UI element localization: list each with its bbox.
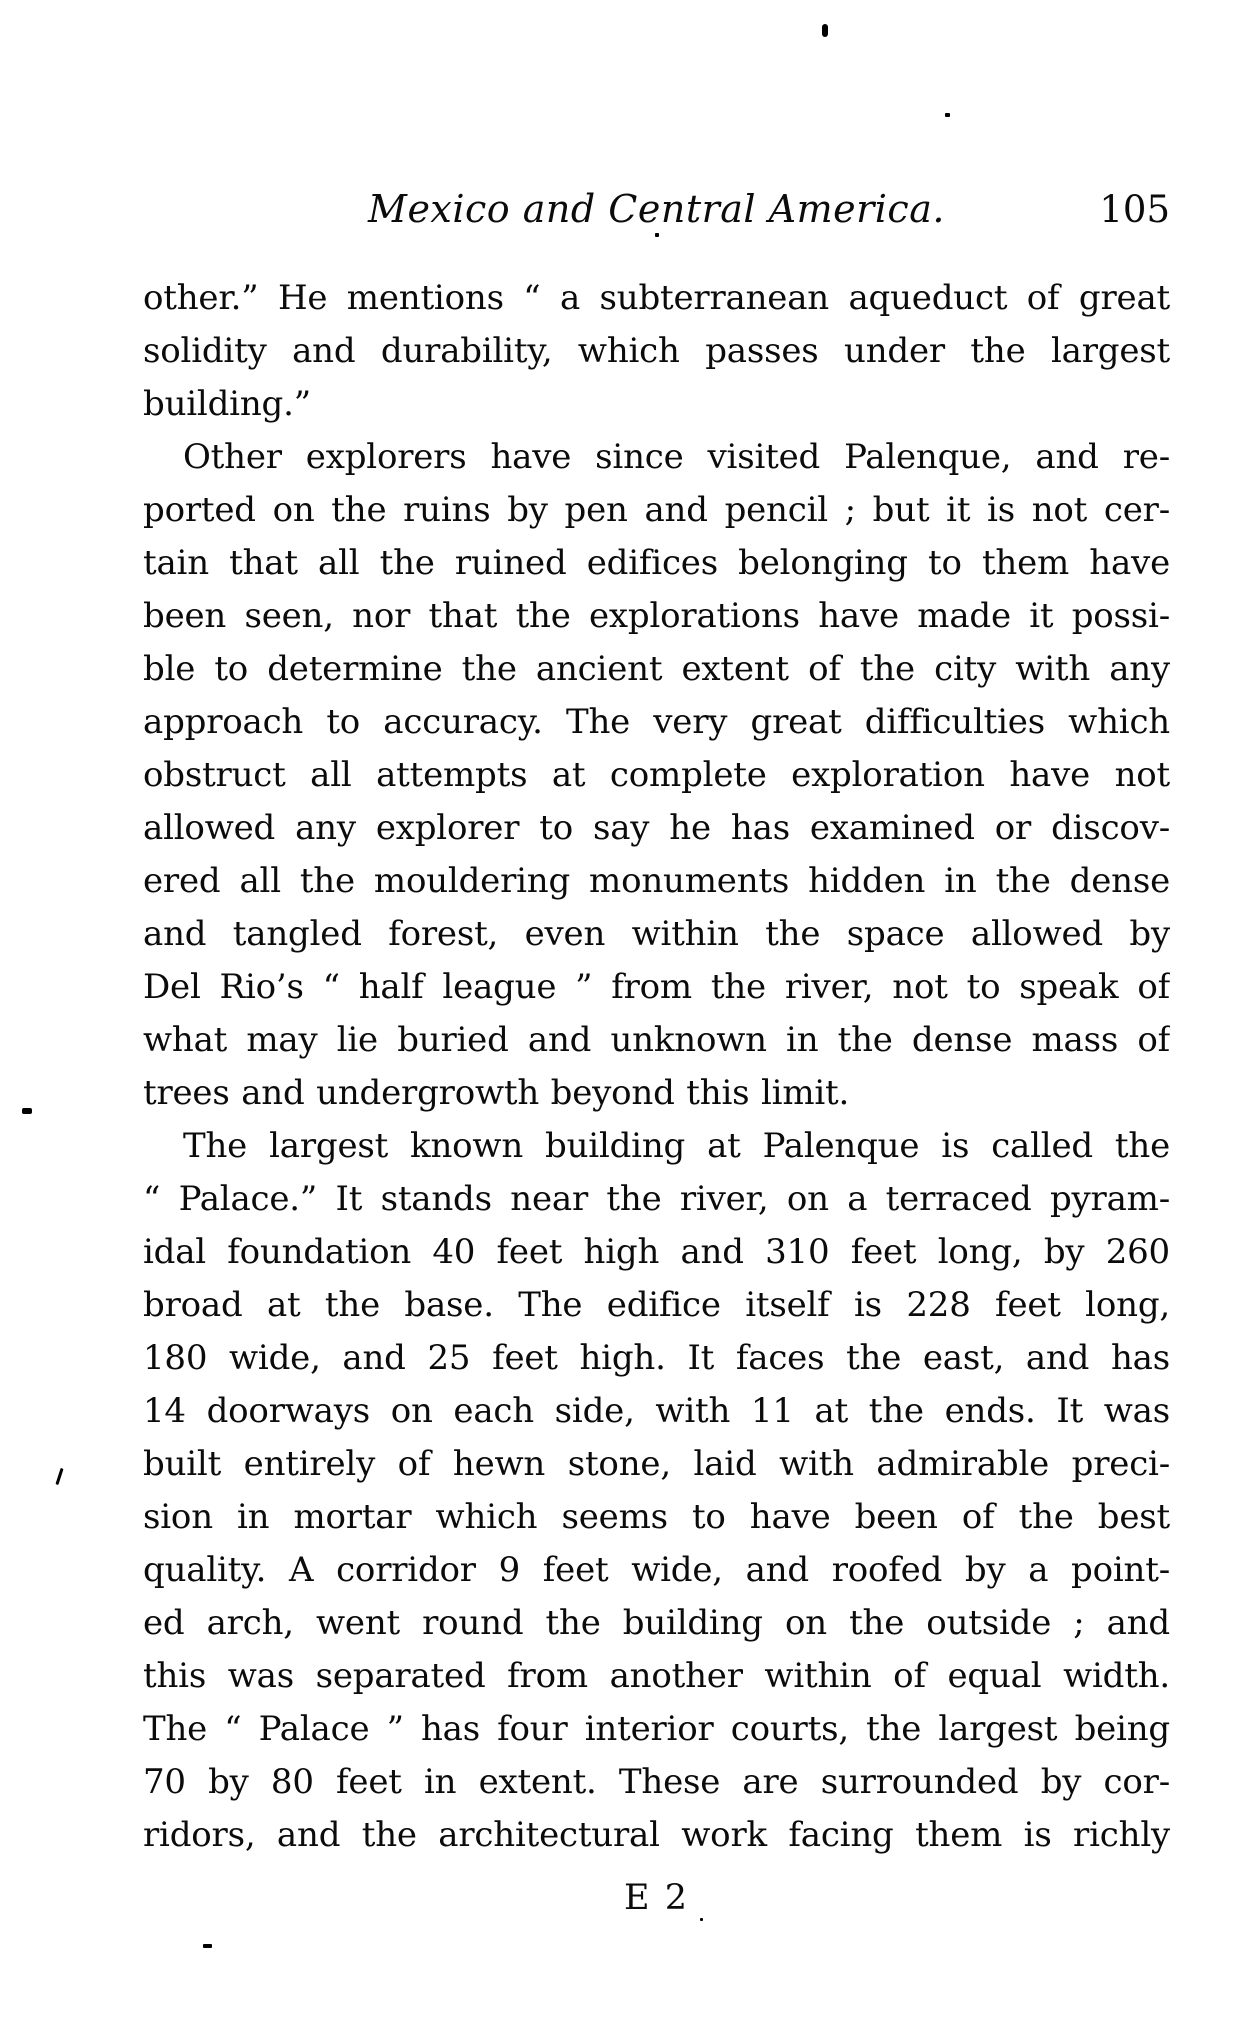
text-line: ridors, and the architectural work facing them is richly — [143, 1815, 1170, 1855]
running-title: Mexico and Central America. — [368, 187, 945, 231]
text-line: ble to determine the ancient extent of the city with any — [143, 649, 1170, 689]
text-line: The largest known building at Palenque is called the — [183, 1126, 1170, 1166]
ink-speck — [203, 1944, 212, 1948]
text-line: allowed any explorer to say he has examined or discov- — [143, 808, 1170, 848]
text-line: obstruct all attempts at complete exploration have not — [143, 755, 1170, 795]
text-line: other.” He mentions “ a subterranean aqueduct of great — [143, 278, 1170, 318]
text-line: and tangled forest, even within the space allowed by — [143, 914, 1170, 954]
ink-speck — [822, 24, 828, 37]
text-line: tain that all the ruined edifices belonging to them have — [143, 543, 1170, 583]
text-line: 180 wide, and 25 feet high. It faces the east, and has — [143, 1338, 1170, 1378]
signature-mark: E 2 — [624, 1878, 689, 1918]
text-line: sion in mortar which seems to have been of the best — [143, 1497, 1170, 1537]
page-number: 105 — [1099, 188, 1170, 231]
text-line: this was separated from another within of equal width. — [143, 1656, 1170, 1696]
text-line: Del Rio’s “ half league ” from the river, not to speak of — [143, 967, 1170, 1007]
text-line: ed arch, went round the building on the outside ; and — [143, 1603, 1170, 1643]
ink-speck — [700, 1918, 703, 1921]
text-line: idal foundation 40 feet high and 310 feet long, by 260 — [143, 1232, 1170, 1272]
text-line: The “ Palace ” has four interior courts, the largest being — [143, 1709, 1170, 1749]
ink-speck — [55, 1468, 63, 1485]
text-line: “ Palace.” It stands near the river, on a terraced pyram- — [143, 1179, 1170, 1219]
text-line: building.” — [143, 384, 311, 424]
text-line: ported on the ruins by pen and pencil ; but it is not cer- — [143, 490, 1170, 530]
running-header — [143, 186, 1170, 236]
text-line: quality. A corridor 9 feet wide, and roofed by a point- — [143, 1550, 1170, 1590]
ink-speck — [22, 1108, 32, 1114]
text-line: 70 by 80 feet in extent. These are surrounded by cor- — [143, 1762, 1170, 1802]
text-line: been seen, nor that the explorations have made it possi- — [143, 596, 1170, 636]
text-line: ered all the mouldering monuments hidden in the dense — [143, 861, 1170, 901]
text-line: built entirely of hewn stone, laid with admirable preci- — [143, 1444, 1170, 1484]
ink-speck — [945, 113, 950, 117]
text-line: trees and undergrowth beyond this limit. — [143, 1073, 850, 1113]
text-line: Other explorers have since visited Palenque, and re- — [183, 437, 1170, 477]
text-line: 14 doorways on each side, with 11 at the ends. It was — [143, 1391, 1170, 1431]
text-line: broad at the base. The edifice itself is 228 feet long, — [143, 1285, 1170, 1325]
text-line: solidity and durability, which passes under the largest — [143, 331, 1170, 371]
body-text — [143, 272, 1170, 1862]
text-line: approach to accuracy. The very great difficulties which — [143, 702, 1170, 742]
text-line: what may lie buried and unknown in the dense mass of — [143, 1020, 1170, 1060]
ink-speck — [655, 233, 659, 237]
